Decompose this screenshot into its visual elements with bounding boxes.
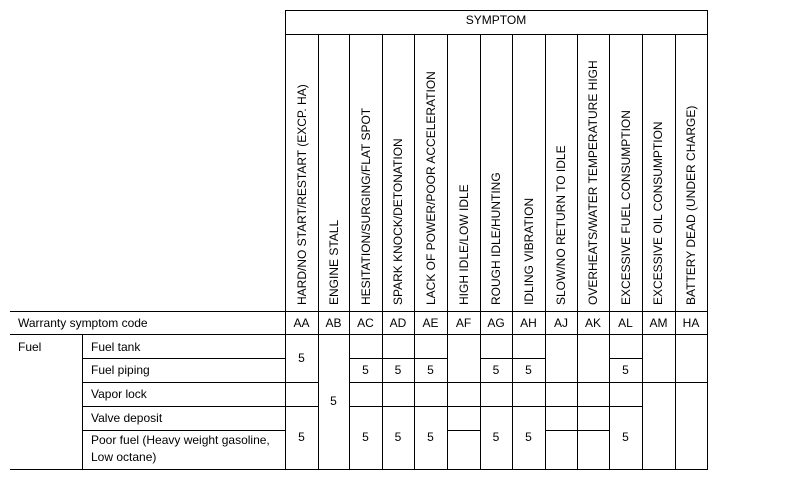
symptom-col-header: HARD/NO START/RESTART (EXCP. HA) <box>295 84 309 305</box>
rating-value: 5 <box>525 430 532 444</box>
rating-value: 5 <box>298 351 305 365</box>
warranty-code: AE <box>422 316 439 330</box>
warranty-code: AJ <box>553 316 568 330</box>
item-label: Valve deposit <box>91 411 163 425</box>
symptom-col-header: ENGINE STALL <box>327 219 341 305</box>
rule-bottom <box>10 469 707 470</box>
symptom-col-header: SLOW/NO RETURN TO IDLE <box>554 145 568 305</box>
rating-value: 5 <box>427 363 434 377</box>
symptom-col-header: BATTERY DEAD (UNDER CHARGE) <box>684 105 698 305</box>
rule-header-bottom <box>10 311 707 312</box>
item-label: Low octane) <box>91 450 157 464</box>
rating-value: 5 <box>298 430 305 444</box>
rule-r4 <box>82 430 285 431</box>
warranty-code: AG <box>487 316 505 330</box>
rule-code-bottom <box>10 334 707 335</box>
rating-value: 5 <box>622 363 629 377</box>
rule-r2 <box>349 382 707 383</box>
category-label: Fuel <box>18 340 42 354</box>
item-label: Fuel tank <box>91 340 141 354</box>
warranty-code: AB <box>325 316 342 330</box>
rule-v-285 <box>285 10 286 470</box>
rule-v-545 <box>545 34 546 470</box>
symptom-col-header: EXCESSIVE FUEL CONSUMPTION <box>619 110 633 305</box>
rule-r3 <box>82 406 318 407</box>
rule-r1 <box>82 358 285 359</box>
rule-v-447 <box>447 34 448 470</box>
symptom-col-header: HESITATION/SURGING/FLAT SPOT <box>359 107 373 305</box>
rule-r1 <box>349 358 447 359</box>
warranty-code: AH <box>520 316 537 330</box>
rule-top <box>285 10 707 11</box>
rating-value: 5 <box>362 430 369 444</box>
warranty-code: AL <box>618 316 633 330</box>
rule-v-512 <box>512 34 513 470</box>
rating-value: 5 <box>525 363 532 377</box>
symptom-col-header: SPARK KNOCK/DETONATION <box>391 138 405 305</box>
warranty-code: AA <box>293 316 310 330</box>
rule-v-382 <box>382 34 383 470</box>
rule-v-707 <box>707 10 708 470</box>
warranty-code: HA <box>682 316 700 330</box>
rule-v-480 <box>480 34 481 470</box>
warranty-code: AK <box>584 316 601 330</box>
symptom-col-header: HIGH IDLE/LOW IDLE <box>457 184 471 305</box>
symptom-col-header: OVERHEATS/WATER TEMPERATURE HIGH <box>586 60 600 305</box>
rule-v-349 <box>349 34 350 470</box>
rule-r4 <box>447 430 480 431</box>
rule-r3 <box>349 406 642 407</box>
symptom-col-header: ROUGH IDLE/HUNTING <box>489 172 503 305</box>
rating-value: 5 <box>394 430 402 444</box>
item-label: Fuel piping <box>91 363 150 377</box>
rating-value: 5 <box>622 430 629 444</box>
symptom-col-header: LACK OF POWER/POOR ACCELERATION <box>424 71 438 305</box>
rating-value: 5 <box>492 430 500 444</box>
symptom-heading: SYMPTOM <box>465 13 527 27</box>
warranty-code: AD <box>389 316 407 330</box>
rule-r2 <box>82 382 318 383</box>
rule-v-675 <box>675 34 676 470</box>
symptom-col-header: IDLING VIBRATION <box>522 197 536 305</box>
rule-r1 <box>609 358 642 359</box>
rating-value: 5 <box>492 363 500 377</box>
rating-value: 5 <box>394 363 402 377</box>
item-label: Vapor lock <box>91 387 147 401</box>
rule-v-414 <box>414 34 415 470</box>
warranty-code-label: Warranty symptom code <box>18 316 148 330</box>
rating-value: 5 <box>427 430 434 444</box>
warranty-code: AM <box>649 316 668 330</box>
rating-value: 5 <box>362 363 369 377</box>
rule-v-577 <box>577 34 578 470</box>
rule-v-609 <box>609 34 610 470</box>
warranty-code: AC <box>357 316 374 330</box>
symptom-col-header: EXCESSIVE OIL CONSUMPTION <box>651 121 665 305</box>
rule-v-82 <box>82 334 83 470</box>
rule-v-642 <box>642 34 643 470</box>
warranty-code: AF <box>455 316 472 330</box>
item-label: Poor fuel (Heavy weight gasoline, <box>91 433 270 447</box>
rating-value: 5 <box>330 394 337 408</box>
